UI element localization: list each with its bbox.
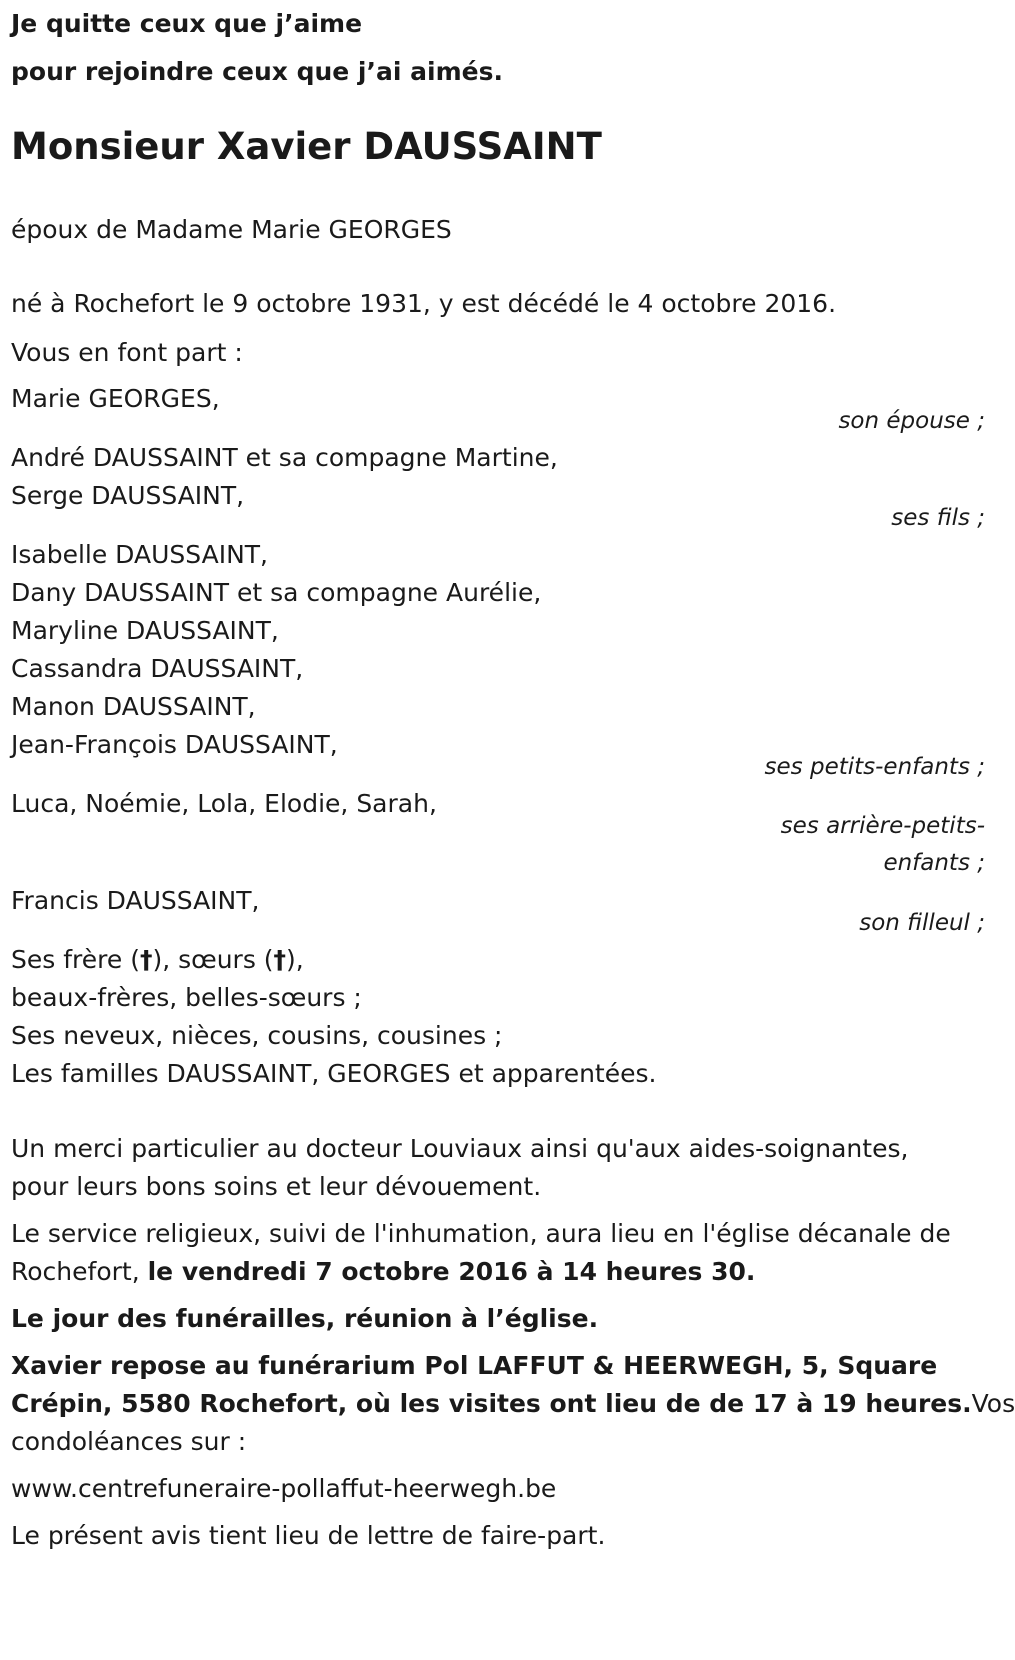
great-grandchildren-role-1: ses arrière-petits- <box>780 813 985 839</box>
siblings-text-a: Ses frère ( <box>11 945 140 974</box>
visit-condolences-start: Vos <box>971 1389 1015 1418</box>
grandchild-4: Cassandra DAUSSAINT, <box>11 654 304 683</box>
cross-icon: † <box>139 945 153 974</box>
service-place: Rochefort, <box>11 1257 148 1286</box>
siblings-text-b: ), sœurs ( <box>152 945 274 974</box>
service-date: le vendredi 7 octobre 2016 à 14 heures 30. <box>147 1257 756 1286</box>
service-line-2 <box>11 1256 755 1288</box>
epigraph-line-2: pour rejoindre ceux que j’ai aimés. <box>11 57 503 86</box>
great-grandchildren: Luca, Noémie, Lola, Elodie, Sarah, <box>11 789 437 818</box>
thanks-line-1: Un merci particulier au docteur Louviaux ainsi qu'aux aides-soignantes, <box>11 1134 909 1163</box>
grandchild-6: Jean-François DAUSSAINT, <box>11 730 338 759</box>
visit-address: Crépin, 5580 Rochefort, où les visites ont lieu de de 17 à 19 heures. <box>11 1389 972 1418</box>
godson-name: Francis DAUSSAINT, <box>11 886 260 915</box>
godson-role: son filleul ; <box>859 910 985 936</box>
visit-line-2 <box>11 1388 1015 1420</box>
meeting-line: Le jour des funérailles, réunion à l’église. <box>11 1304 599 1333</box>
epigraph-line-1: Je quitte ceux que j’aime <box>11 9 363 38</box>
grandchild-5: Manon DAUSSAINT, <box>11 692 256 721</box>
thanks-line-2: pour leurs bons soins et leur dévouement. <box>11 1172 542 1201</box>
sons-role: ses fils ; <box>891 505 985 531</box>
nephews-line: Ses neveux, nièces, cousins, cousines ; <box>11 1021 503 1050</box>
grandchildren-role: ses petits-enfants ; <box>764 754 985 780</box>
closing-line: Le présent avis tient lieu de lettre de faire-part. <box>11 1521 606 1550</box>
service-line-1: Le service religieux, suivi de l'inhumation, aura lieu en l'église décanale de <box>11 1219 951 1248</box>
grandchild-1: Isabelle DAUSSAINT, <box>11 540 268 569</box>
great-grandchildren-role-2: enfants ; <box>883 850 985 876</box>
grandchild-3: Maryline DAUSSAINT, <box>11 616 279 645</box>
spouse-role: son épouse ; <box>838 408 985 434</box>
announce-line: Vous en font part : <box>11 338 243 367</box>
birth-death-line: né à Rochefort le 9 octobre 1931, y est décédé le 4 octobre 2016. <box>11 289 837 318</box>
families-line: Les familles DAUSSAINT, GEORGES et apparentées. <box>11 1059 657 1088</box>
grandchild-2: Dany DAUSSAINT et sa compagne Aurélie, <box>11 578 542 607</box>
website-link[interactable]: www.centrefuneraire-pollaffut-heerwegh.be <box>11 1474 557 1503</box>
siblings-line <box>11 944 304 976</box>
son-1: André DAUSSAINT et sa compagne Martine, <box>11 443 558 472</box>
cross-icon: † <box>273 945 287 974</box>
siblings-text-c: ), <box>286 945 304 974</box>
visit-line-3: condoléances sur : <box>11 1427 247 1456</box>
inlaws-line: beaux-frères, belles-sœurs ; <box>11 983 362 1012</box>
spouse-name: Marie GEORGES, <box>11 384 220 413</box>
spouse-line: époux de Madame Marie GEORGES <box>11 215 452 244</box>
deceased-name: Monsieur Xavier DAUSSAINT <box>11 125 602 168</box>
visit-line-1: Xavier repose au funérarium Pol LAFFUT & HEERWEGH, 5, Square <box>11 1351 938 1380</box>
son-2: Serge DAUSSAINT, <box>11 481 245 510</box>
